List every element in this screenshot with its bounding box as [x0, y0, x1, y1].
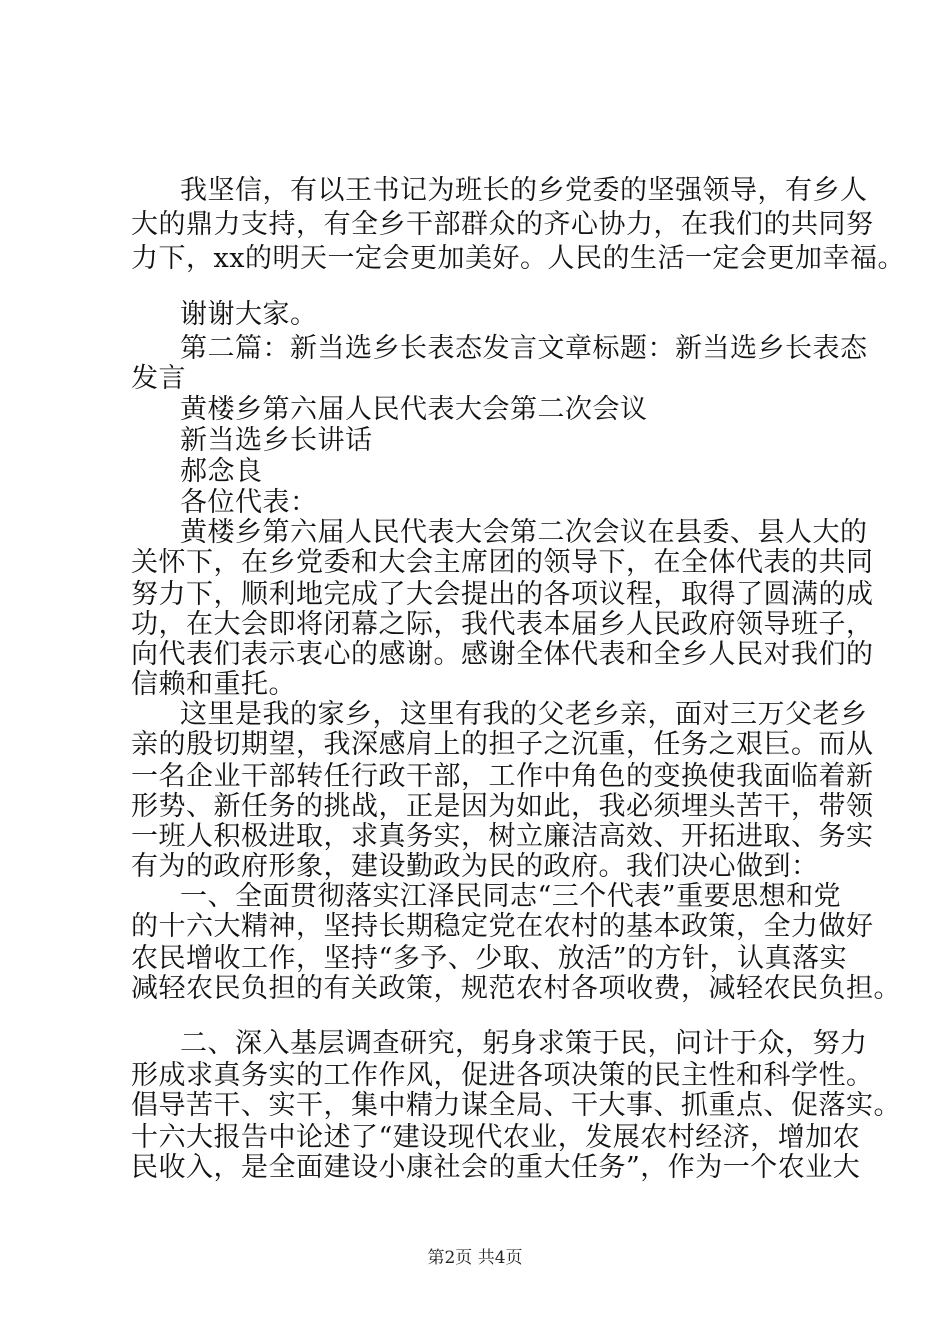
speech-title: 新当选乡长讲话	[180, 425, 373, 456]
paragraph-line: 十六大报告中论述了“建设现代农业，发展农村经济，增加农	[131, 1122, 861, 1153]
paragraph-line: 功，在大会即将闭幕之际，我代表本届乡人民政府领导班子，	[131, 609, 874, 640]
paragraph-line: 这里是我的家乡，这里有我的父老乡亲，面对三万父老乡	[180, 699, 868, 730]
paragraph-line: 形成求真务实的工作作风，促进各项决策的民主性和科学性。	[131, 1060, 874, 1091]
paragraph-line: 的十六大精神，坚持长期稳定党在农村的基本政策，全力做好	[131, 911, 874, 942]
meeting-title: 黄楼乡第六届人民代表大会第二次会议	[180, 394, 648, 425]
paragraph-line: 信赖和重托。	[131, 669, 296, 700]
paragraph-line: 黄楼乡第六届人民代表大会第二次会议在县委、县人大的	[180, 517, 868, 548]
paragraph-line: 我坚信，有以王书记为班长的乡党委的坚强领导，有乡人	[180, 175, 868, 206]
paragraph-line: 一名企业干部转任行政干部，工作中角色的变换使我面临着新	[131, 761, 874, 792]
paragraph-line: 努力下，顺利地完成了大会提出的各项议程，取得了圆满的成	[131, 579, 874, 610]
section-heading: 第二篇：新当选乡长表态发言文章标题：新当选乡长表态	[180, 333, 868, 364]
paragraph-line: 大的鼎力支持，有全乡干部群众的齐心协力，在我们的共同努	[131, 209, 874, 240]
paragraph-line: 一、全面贯彻落实江泽民同志“三个代表”重要思想和党	[180, 881, 842, 912]
paragraph-line: 二、深入基层调查研究，躬身求策于民，问计于众，努力	[180, 1028, 868, 1059]
paragraph-line: 亲的殷切期望，我深感肩上的担子之沉重，任务之艰巨。而从	[131, 729, 874, 760]
speaker-name: 郝念良	[180, 456, 263, 487]
section-heading: 发言	[131, 363, 186, 394]
paragraph-line: 谢谢大家。	[180, 299, 318, 330]
paragraph-line: 向代表们表示衷心的感谢。感谢全体代表和全乡人民对我们的	[131, 639, 874, 670]
paragraph-line: 有为的政府形象，建设勤政为民的政府。我们决心做到：	[131, 851, 819, 882]
page-number-footer: 第2页 共4页	[427, 1248, 523, 1268]
paragraph-line: 力下，xx的明天一定会更加美好。人民的生活一定会更加幸福。	[131, 243, 905, 274]
paragraph-line: 关怀下，在乡党委和大会主席团的领导下，在全体代表的共同	[131, 547, 874, 578]
salutation: 各位代表：	[180, 487, 318, 518]
paragraph-line: 一班人积极进取，求真务实，树立廉洁高效、开拓进取、务实	[131, 821, 874, 852]
paragraph-line: 民收入，是全面建设小康社会的重大任务”，作为一个农业大	[131, 1152, 861, 1183]
paragraph-line: 农民增收工作，坚持“多予、少取、放活”的方针，认真落实	[131, 943, 848, 974]
paragraph-line: 形势、新任务的挑战，正是因为如此，我必须埋头苦干，带领	[131, 791, 874, 822]
paragraph-line: 倡导苦干、实干，集中精力谋全局、干大事、抓重点、促落实。	[131, 1090, 901, 1121]
paragraph-line: 减轻农民负担的有关政策，规范农村各项收费，减轻农民负担。	[131, 973, 901, 1004]
